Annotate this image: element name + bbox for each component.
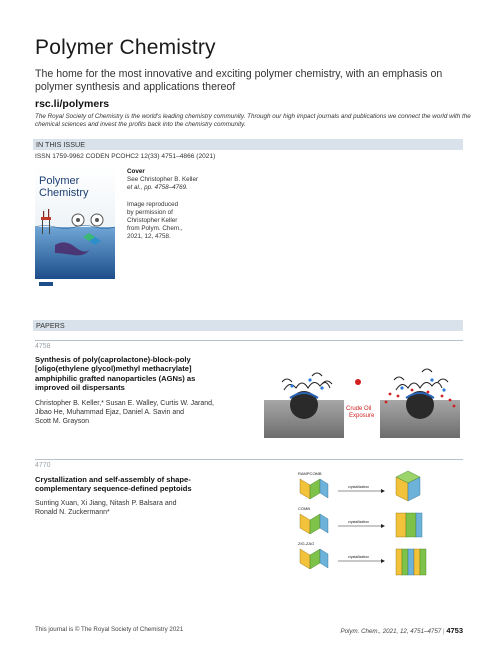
cover-image[interactable] (35, 167, 115, 291)
article-divider (35, 459, 463, 460)
cover-reproduced-line4: from Polym. Chem., (127, 225, 183, 233)
article-title-line: [oligo(ethylene glycol)methyl methacrylate] (35, 364, 192, 374)
row-label: ZIG-ZAG (298, 541, 315, 546)
footer-copyright: This journal is © The Royal Society of Chemistry 2021 (35, 626, 184, 633)
article-author-line: Scott M. Grayson (35, 418, 90, 425)
article-authors (35, 399, 260, 426)
peptoid-figure (296, 469, 436, 583)
cover-title-line2: Chemistry (39, 187, 89, 199)
article-author-line: Christopher B. Keller,* Susan E. Walley, Curtis W. Jarand, (35, 400, 214, 407)
papers-heading: PAPERS (33, 320, 463, 331)
cover-label: Cover (127, 168, 145, 175)
nanoparticle-figure (262, 350, 462, 440)
article-graphical-abstract[interactable] (262, 350, 462, 440)
journal-url[interactable]: rsc.li/polymers (35, 98, 110, 110)
article-title-line: complementary sequence-defined peptoids (35, 484, 192, 494)
arrow-label: crystallization (348, 555, 370, 559)
article-authors (35, 499, 260, 517)
article-title-line: Crystallization and self-assembly of shape- (35, 475, 191, 484)
cover-reproduced-line5: 2021, 12, 4758. (127, 233, 171, 241)
article-title[interactable] (35, 475, 260, 494)
article-page-number: 4770 (35, 462, 51, 469)
article-author-line: Sunting Xuan, Xi Jiang, Nitash P. Balsara and (35, 500, 177, 507)
article-title-line: improved oil dispersants (35, 383, 125, 393)
cover-reproduced-line1: Image reproduced (127, 200, 179, 208)
article-title-line: amphiphilic grafted nanoparticles (AGNs) as (35, 373, 196, 383)
article-divider (35, 340, 463, 341)
article-author-line: Jibao He, Muhammad Ejaz, Daniel A. Savin and (35, 409, 185, 416)
cover-see-line1: See Christopher B. Keller (127, 176, 199, 184)
footer-citation-text: Polym. Chem., 2021, 12, 4751–4757 (340, 628, 442, 635)
article-title-line: Synthesis of poly(caprolactone)-block-poly (35, 355, 191, 364)
issn-line: ISSN 1759-9962 CODEN PCOHC2 12(33) 4751–4866 (2021) (35, 153, 216, 160)
article-graphical-abstract[interactable] (296, 469, 436, 583)
figure-label-line2: Exposure (349, 413, 375, 419)
row-label: COMB (298, 506, 310, 511)
cover-reproduced-line3: Christopher Keller (127, 217, 178, 225)
cover-description (127, 168, 217, 242)
arrow-label: crystallization (348, 485, 370, 489)
figure-label-line1: Crude Oil (346, 406, 372, 412)
row-label: RAMPCOMB (298, 471, 322, 476)
article-title[interactable] (35, 355, 260, 393)
cover-illustration (35, 167, 115, 291)
article-author-line: Ronald N. Zuckermann* (35, 509, 110, 516)
footer-page-number: 4753 (446, 626, 463, 635)
arrow-label: crystallization (348, 520, 370, 524)
journal-tagline: The home for the most innovative and exciting polymer chemistry, with an emphasis on polymer synthesis and applications thereof (35, 68, 443, 93)
journal-title: Polymer Chemistry (35, 36, 216, 59)
article-page-number: 4758 (35, 343, 51, 350)
cover-title-line1: Polymer (39, 175, 80, 187)
cover-reproduced-line2: by permission of (127, 208, 173, 216)
cover-see-line2: et al., pp. 4758–4769. (127, 184, 188, 192)
footer-citation: Polym. Chem., 2021, 12, 4751–4757 | 4753 (340, 626, 463, 635)
in-this-issue-heading: IN THIS ISSUE (33, 139, 463, 150)
rsc-blurb: The Royal Society of Chemistry is the world's leading chemistry community. Through our high impact journals and publications we connect the world with the chemical sciences and invest the profits back into the chemistry community. (35, 113, 471, 128)
